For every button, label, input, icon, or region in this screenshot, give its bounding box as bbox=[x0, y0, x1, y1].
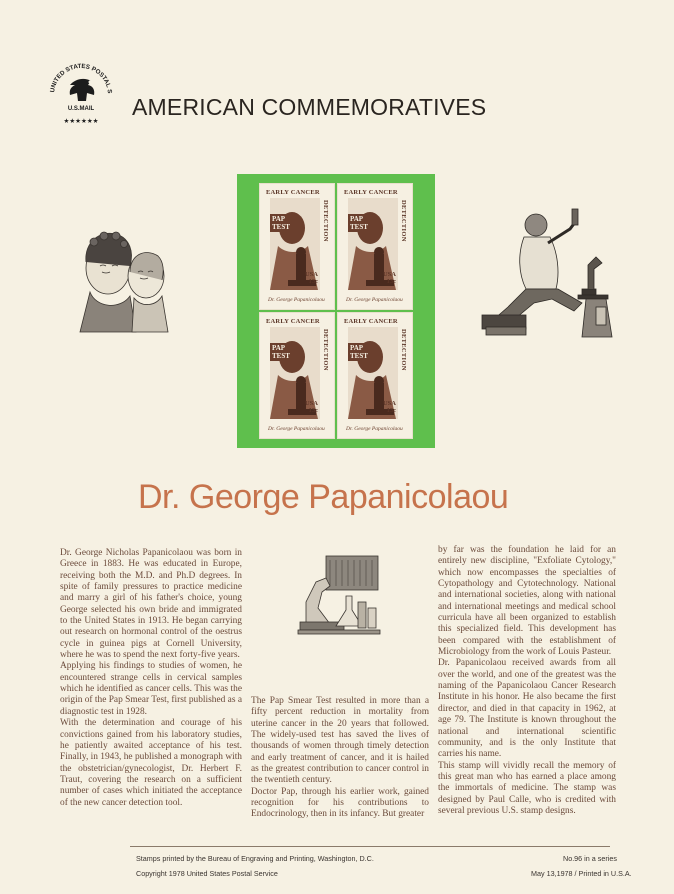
stamp-vertical-label: DETECTION bbox=[322, 329, 329, 371]
stamp bbox=[260, 313, 334, 438]
footer-series: No.96 in a series bbox=[563, 854, 617, 863]
paragraph: by far was the foundation he laid for an entirely new discipline, "Exfoliate Cytology," which now encompasses the specialties of Cytopathology and Cytotechnology. National and international societies, along with national and international meetings and medical school curricula have all been organized to establish this specialized field. This development has been compared with the establishment of Microbiology from the work of Louis Pasteur. bbox=[438, 545, 616, 658]
footer-date: May 13,1978 / Printed in U.S.A. bbox=[531, 869, 632, 878]
stamp-vertical-label: DETECTION bbox=[400, 200, 407, 242]
stamp-denomination bbox=[305, 271, 318, 285]
stamp-value: 13c bbox=[386, 407, 396, 414]
stamp-denomination bbox=[383, 271, 396, 285]
engraving-scientist bbox=[478, 203, 618, 343]
stamp-test-word: TEST bbox=[272, 352, 290, 360]
stamp-signature: Dr. George Papanicolaou bbox=[268, 426, 325, 432]
stamp-test-word: TEST bbox=[272, 223, 290, 231]
stamp-pap-word: PAP bbox=[350, 215, 364, 223]
stamp-signature: Dr. George Papanicolaou bbox=[346, 426, 403, 432]
stamp-pap-word: PAP bbox=[350, 344, 364, 352]
stamp-signature: Dr. George Papanicolaou bbox=[346, 297, 403, 303]
paragraph: Doctor Pap, through his earlier work, gained recognition for his contributions to Endocrinology, then in its infancy. But greater bbox=[251, 786, 429, 820]
engraving-two-women bbox=[60, 222, 190, 342]
stamp-denomination bbox=[305, 400, 318, 414]
stamp-test-word: TEST bbox=[350, 352, 368, 360]
stamp-test-word: TEST bbox=[350, 223, 368, 231]
paragraph: Applying his findings to studies of women, he encountered strange cells in cervical samples which he identified as cancer cells. This was the origin of the Pap Smear Test, first published as a diagnostic test in 1928. bbox=[60, 661, 242, 717]
paragraph: Dr. George Nicholas Papanicolaou was born in Greece in 1883. He was educated in Europe, receiving both the M.D. and Ph.D degrees. In spite of family pressures to practice medicine and marry a girl of his father's choice, young George selected his own bride and immigrated to the United States in 1913. He began carrying out research on hormonal control of the oestrus cycle in guinea pigs at Cornell University, where he was to spend the next forty-five years. bbox=[60, 548, 242, 661]
logo-stars: ★★★★★★ bbox=[63, 117, 99, 125]
footer-divider bbox=[130, 846, 610, 847]
text-column-2 bbox=[251, 696, 429, 821]
paragraph: The Pap Smear Test resulted in more than a fifty percent reduction in mortality from uterine cancer in the 20 years that followed. The widely-used test has saved the lives of thousands of women through timely detection and early treatment of cancer, and it is hailed as the greatest contribution to cancer control in the twentieth century. bbox=[251, 696, 429, 786]
stamp-value: 13c bbox=[308, 278, 318, 285]
logo-center-text: U.S.MAIL bbox=[67, 106, 95, 112]
stamp-pap-label bbox=[348, 343, 370, 361]
stamp-block bbox=[258, 182, 414, 440]
stamp-country: USA bbox=[382, 400, 396, 407]
stamp-top-label: EARLY CANCER bbox=[344, 318, 398, 325]
stamp-top-label: EARLY CANCER bbox=[344, 189, 398, 196]
stamp-top-label: EARLY CANCER bbox=[266, 318, 320, 325]
stamp-country: USA bbox=[304, 271, 318, 278]
lab-equipment-illustration bbox=[296, 552, 382, 636]
logo-ring-text: UNITED STATES POSTAL S bbox=[49, 62, 114, 94]
text-column-3 bbox=[438, 545, 616, 817]
paragraph: This stamp will vividly recall the memory of this great man who has earned a place among the immortals of medicine. The stamp was designed by Paul Calle, who is credited with several previous U.S. stamp designs. bbox=[438, 760, 616, 816]
stamp-signature: Dr. George Papanicolaou bbox=[268, 297, 325, 303]
text-column-1 bbox=[60, 548, 242, 809]
stamp-top-label: EARLY CANCER bbox=[266, 189, 320, 196]
page-title: Dr. George Papanicolaou bbox=[138, 478, 509, 516]
footer-copyright: Copyright 1978 United States Postal Service bbox=[136, 869, 278, 878]
stamp-value: 13c bbox=[386, 278, 396, 285]
stamp-pap-label bbox=[270, 214, 292, 232]
stamp-vertical-label: DETECTION bbox=[400, 329, 407, 371]
stamp bbox=[260, 184, 334, 309]
paragraph: Dr. Papanicolaou received awards from all over the world, and one of the greatest was the naming of the Papanicolaou Cancer Research Institute in his honor. He also became the first director, and died in that capacity in 1962, at age 79. The Institute is known throughout the national and international scientific community, and is the only Institute that carries his name. bbox=[438, 658, 616, 760]
stamp-country: USA bbox=[304, 400, 318, 407]
stamp-value: 13c bbox=[308, 407, 318, 414]
stamp-pap-word: PAP bbox=[272, 215, 286, 223]
stamp bbox=[338, 313, 412, 438]
stamp-pap-label bbox=[270, 343, 292, 361]
stamp-denomination bbox=[383, 400, 396, 414]
usps-logo bbox=[42, 55, 120, 133]
stamp-vertical-label: DETECTION bbox=[322, 200, 329, 242]
footer-printer: Stamps printed by the Bureau of Engraving and Printing, Washington, D.C. bbox=[136, 854, 374, 863]
series-title: AMERICAN COMMEMORATIVES bbox=[132, 94, 487, 120]
paragraph: With the determination and courage of his convictions gained from his laboratory studies, he patiently awaited acceptance of his test. Finally, in 1943, he published a monograph with the obstetrician/gynecologist, Dr. Herbert F. Traut, covering the research on a sufficient number of cases which initiated the acceptance of the new cancer detection tool. bbox=[60, 718, 242, 808]
stamp bbox=[338, 184, 412, 309]
stamp-pap-label bbox=[348, 214, 370, 232]
stamp-country: USA bbox=[382, 271, 396, 278]
stamp-panel bbox=[237, 174, 435, 448]
stamp-pap-word: PAP bbox=[272, 344, 286, 352]
